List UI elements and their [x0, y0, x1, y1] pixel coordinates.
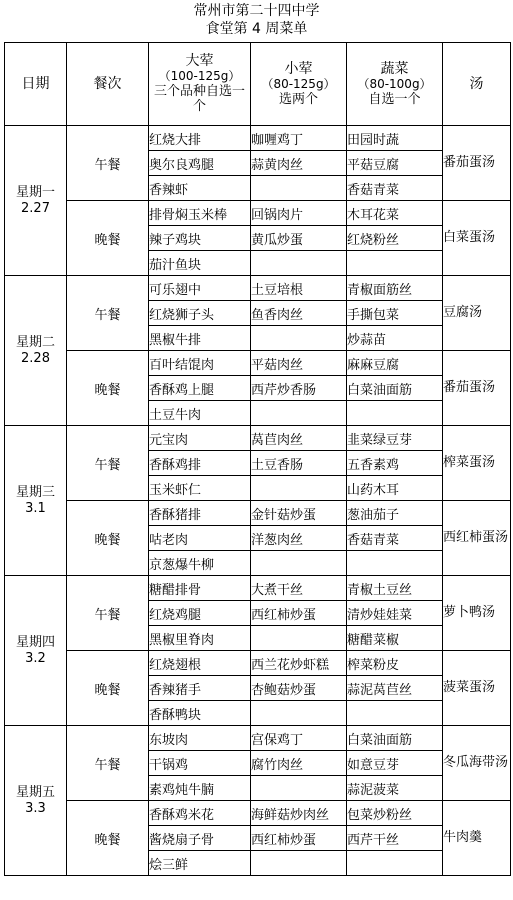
meal-cell: 午餐 [67, 726, 149, 801]
day-name: 星期一 [15, 184, 55, 200]
soup-cell: 西红柿蛋汤 [443, 501, 511, 576]
header-soup: 汤 [443, 43, 511, 126]
dish-cell-big: 香辣虾 [149, 176, 251, 201]
dish-cell-big: 香辣猪手 [149, 676, 251, 701]
menu-body [5, 126, 511, 876]
dish-cell-small: 杏鲍菇炒蛋 [251, 676, 347, 701]
dish-cell-small: 蒜黄肉丝 [251, 151, 347, 176]
dish-cell-small [251, 626, 347, 651]
dish-cell-small [251, 326, 347, 351]
day-cell [5, 276, 67, 426]
dish-cell-big: 红烧狮子头 [149, 301, 251, 326]
dish-cell-small: 土豆香肠 [251, 451, 347, 476]
dish-cell-veg: 山药木耳 [347, 476, 443, 501]
dish-cell-small [251, 776, 347, 801]
dish-cell-big: 辣子鸡块 [149, 226, 251, 251]
dish-cell-veg: 红烧粉丝 [347, 226, 443, 251]
header-small-dish: 小荤 （80-125g） 选两个 [251, 43, 347, 126]
dish-cell-big: 土豆牛肉 [149, 401, 251, 426]
dish-cell-big: 排骨焖玉米棒 [149, 201, 251, 226]
dish-cell-veg: 炒蒜苗 [347, 326, 443, 351]
document-title [0, 0, 513, 38]
dish-cell-big: 干锅鸡 [149, 751, 251, 776]
dish-cell-small: 咖喱鸡丁 [251, 126, 347, 151]
dish-cell-big: 茄汁鱼块 [149, 251, 251, 276]
dish-cell-big: 东坡肉 [149, 726, 251, 751]
dish-cell-veg: 青椒面筋丝 [347, 276, 443, 301]
dish-cell-veg: 葱油茄子 [347, 501, 443, 526]
table-row [5, 651, 511, 676]
dish-cell-small [251, 851, 347, 876]
dish-cell-big: 黑椒里脊肉 [149, 626, 251, 651]
dish-cell-veg [347, 401, 443, 426]
dish-cell-veg: 平菇豆腐 [347, 151, 443, 176]
dish-cell-veg: 如意豆芽 [347, 751, 443, 776]
day-name: 星期四 [15, 634, 55, 650]
soup-cell: 萝卜鸭汤 [443, 576, 511, 651]
table-row [5, 501, 511, 526]
dish-cell-small [251, 551, 347, 576]
meal-cell: 午餐 [67, 276, 149, 351]
soup-cell: 白菜蛋汤 [443, 201, 511, 276]
meal-cell: 晚餐 [67, 201, 149, 276]
dish-cell-big: 咕老肉 [149, 526, 251, 551]
meal-cell: 晚餐 [67, 351, 149, 426]
dish-cell-big: 元宝肉 [149, 426, 251, 451]
dish-cell-veg: 糖醋菜椒 [347, 626, 443, 651]
day-date: 2.27 [21, 200, 50, 216]
dish-cell-small: 洋葱肉丝 [251, 526, 347, 551]
dish-cell-small [251, 176, 347, 201]
soup-cell: 番茄蛋汤 [443, 126, 511, 201]
dish-cell-big: 香酥鸡上腿 [149, 376, 251, 401]
table-row [5, 426, 511, 451]
meal-cell: 晚餐 [67, 651, 149, 726]
day-name: 星期五 [15, 784, 55, 800]
dish-cell-small: 西芹炒香肠 [251, 376, 347, 401]
meal-cell: 午餐 [67, 576, 149, 651]
dish-cell-small: 宫保鸡丁 [251, 726, 347, 751]
header-meal: 餐次 [67, 43, 149, 126]
dish-cell-big: 酱烧扇子骨 [149, 826, 251, 851]
dish-cell-small: 腐竹肉丝 [251, 751, 347, 776]
soup-cell: 番茄蛋汤 [443, 351, 511, 426]
table-row [5, 351, 511, 376]
menu-table [4, 42, 511, 876]
dish-cell-veg [347, 251, 443, 276]
dish-cell-big: 香酥鸡排 [149, 451, 251, 476]
table-row [5, 801, 511, 826]
dish-cell-small: 西兰花炒虾糕 [251, 651, 347, 676]
dish-cell-veg: 木耳花菜 [347, 201, 443, 226]
dish-cell-big: 香酥鸡米花 [149, 801, 251, 826]
table-row [5, 276, 511, 301]
day-date: 2.28 [21, 350, 50, 366]
day-cell [5, 426, 67, 576]
header-row [5, 43, 511, 126]
day-name: 星期三 [15, 484, 55, 500]
dish-cell-small: 大煮干丝 [251, 576, 347, 601]
dish-cell-small: 莴苣肉丝 [251, 426, 347, 451]
dish-cell-big: 奥尔良鸡腿 [149, 151, 251, 176]
soup-cell: 冬瓜海带汤 [443, 726, 511, 801]
dish-cell-veg: 青椒土豆丝 [347, 576, 443, 601]
dish-cell-veg: 蒜泥莴苣丝 [347, 676, 443, 701]
dish-cell-small: 土豆培根 [251, 276, 347, 301]
dish-cell-small: 平菇肉丝 [251, 351, 347, 376]
header-date: 日期 [5, 43, 67, 126]
dish-cell-big: 红烧翅根 [149, 651, 251, 676]
dish-cell-veg: 田园时蔬 [347, 126, 443, 151]
dish-cell-big: 烩三鲜 [149, 851, 251, 876]
dish-cell-big: 香酥猪排 [149, 501, 251, 526]
dish-cell-veg [347, 851, 443, 876]
dish-cell-big: 糖醋排骨 [149, 576, 251, 601]
dish-cell-veg [347, 701, 443, 726]
header-vegetable: 蔬菜 （80-100g） 自选一个 [347, 43, 443, 126]
dish-cell-veg: 五香素鸡 [347, 451, 443, 476]
dish-cell-veg: 蒜泥菠菜 [347, 776, 443, 801]
menu-week-title: 食堂第 4 周菜单 [205, 21, 308, 37]
dish-cell-veg: 麻麻豆腐 [347, 351, 443, 376]
table-row [5, 126, 511, 151]
dish-cell-small: 黄瓜炒蛋 [251, 226, 347, 251]
day-name: 星期二 [15, 334, 55, 350]
dish-cell-big: 玉米虾仁 [149, 476, 251, 501]
table-row [5, 726, 511, 751]
dish-cell-veg: 清炒娃娃菜 [347, 601, 443, 626]
soup-cell: 豆腐汤 [443, 276, 511, 351]
dish-cell-small [251, 476, 347, 501]
dish-cell-small: 鱼香肉丝 [251, 301, 347, 326]
day-date: 3.2 [25, 650, 46, 666]
header-big-dish: 大荤 （100-125g） 三个品种自选一 个 [149, 43, 251, 126]
dish-cell-small: 金针菇炒蛋 [251, 501, 347, 526]
meal-cell: 午餐 [67, 126, 149, 201]
day-cell [5, 726, 67, 876]
dish-cell-veg: 香菇青菜 [347, 526, 443, 551]
meal-cell: 午餐 [67, 426, 149, 501]
dish-cell-big: 黑椒牛排 [149, 326, 251, 351]
dish-cell-small [251, 701, 347, 726]
dish-cell-veg: 白菜油面筋 [347, 376, 443, 401]
dish-cell-big: 香酥鸭块 [149, 701, 251, 726]
day-date: 3.1 [25, 500, 46, 516]
table-row [5, 201, 511, 226]
dish-cell-big: 百叶结馄肉 [149, 351, 251, 376]
table-row [5, 576, 511, 601]
dish-cell-big: 红烧大排 [149, 126, 251, 151]
soup-cell: 榨菜蛋汤 [443, 426, 511, 501]
dish-cell-small: 西红柿炒蛋 [251, 826, 347, 851]
dish-cell-big: 红烧鸡腿 [149, 601, 251, 626]
dish-cell-small: 回锅肉片 [251, 201, 347, 226]
dish-cell-veg: 包菜炒粉丝 [347, 801, 443, 826]
dish-cell-small: 海鲜菇炒肉丝 [251, 801, 347, 826]
dish-cell-veg [347, 551, 443, 576]
dish-cell-veg: 白菜油面筋 [347, 726, 443, 751]
day-cell [5, 576, 67, 726]
dish-cell-veg: 榨菜粉皮 [347, 651, 443, 676]
dish-cell-small [251, 401, 347, 426]
dish-cell-veg: 香菇青菜 [347, 176, 443, 201]
dish-cell-small [251, 251, 347, 276]
meal-cell: 晚餐 [67, 501, 149, 576]
dish-cell-big: 京葱爆牛柳 [149, 551, 251, 576]
day-date: 3.3 [25, 800, 46, 816]
dish-cell-veg: 手撕包菜 [347, 301, 443, 326]
dish-cell-small: 西红柿炒蛋 [251, 601, 347, 626]
soup-cell: 牛肉羹 [443, 801, 511, 876]
dish-cell-veg: 西芹干丝 [347, 826, 443, 851]
school-name: 常州市第二十四中学 [193, 3, 320, 19]
soup-cell: 菠菜蛋汤 [443, 651, 511, 726]
dish-cell-big: 可乐翅中 [149, 276, 251, 301]
meal-cell: 晚餐 [67, 801, 149, 876]
dish-cell-veg: 韭菜绿豆芽 [347, 426, 443, 451]
day-cell [5, 126, 67, 276]
dish-cell-big: 素鸡炖牛腩 [149, 776, 251, 801]
